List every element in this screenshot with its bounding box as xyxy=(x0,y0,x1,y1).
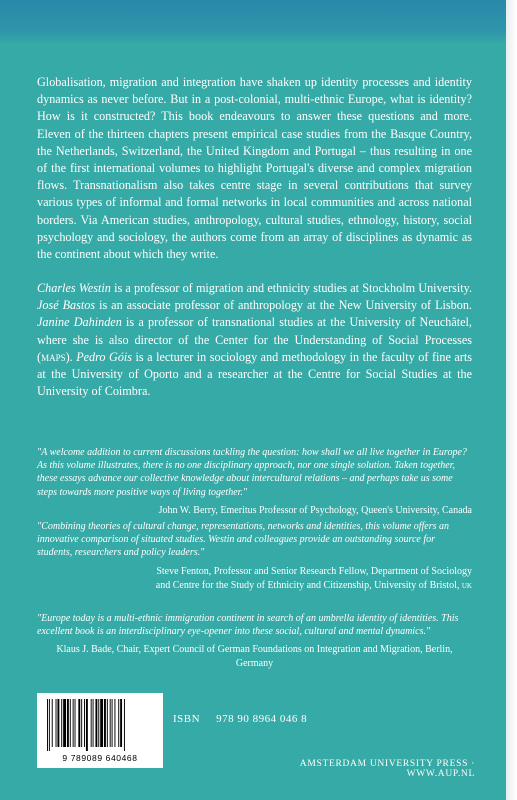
endorsement-berry xyxy=(37,446,472,518)
attribution-country: uk xyxy=(461,579,472,591)
barcode-bar xyxy=(56,699,57,747)
editor-text-dahinden-end: ). xyxy=(65,349,77,364)
page-edge xyxy=(506,0,517,800)
barcode-bar xyxy=(70,699,71,747)
endorsement-quote: "A welcome addition to current discussions tackling the question: how shall we all live together in Europe? As this volume illustrates, there is no one disciplinary approach, nor one single solution. Taken together, these essays advance our collective knowledge about intercultural relations – and perhaps take us some steps towards more positive ways of living together." xyxy=(37,447,467,498)
top-color-band xyxy=(0,0,506,44)
editor-name-westin: Charles Westin xyxy=(37,281,111,295)
isbn-number: 978 90 8964 046 8 xyxy=(216,713,308,725)
endorsement-attribution: Klaus J. Bade, Chair, Expert Council of German Foundations on Integration and Migration, Berlin, Germany xyxy=(56,644,453,670)
barcode-bars xyxy=(45,699,155,751)
barcode-bar xyxy=(86,699,88,751)
barcode-bar xyxy=(81,699,82,747)
barcode-bar xyxy=(114,699,115,747)
endorsement-quote: "Europe today is a multi-ethnic immigration continent in search of an umbrella identity of identities. This excellent book is an interdisciplinary eye-opener into these social, cultural and mental dynamics." xyxy=(37,613,459,638)
barcode-bar xyxy=(78,699,80,747)
publisher-imprint: AMSTERDAM UNIVERSITY PRESS · WWW.AUP.NL xyxy=(299,759,475,779)
attribution-line-1: Steve Fenton, Professor and Senior Research Fellow, Department of Sociology xyxy=(156,565,472,577)
barcode-bar xyxy=(84,699,85,747)
maps-abbreviation: maps xyxy=(41,349,66,364)
barcode-bar xyxy=(91,699,92,747)
barcode-bar xyxy=(67,699,69,747)
editor-name-bastos: José Bastos xyxy=(37,298,96,313)
barcode-bar xyxy=(73,699,74,747)
barcode-bar xyxy=(47,699,48,751)
barcode-bar xyxy=(52,699,53,747)
endorsement-fenton xyxy=(37,520,472,593)
barcode-bar xyxy=(124,699,125,751)
editor-name-dahinden: Janine Dahinden xyxy=(37,315,122,330)
barcode-bar xyxy=(120,699,122,747)
editor-name-gois: Pedro Góis xyxy=(76,349,133,364)
endorsement-quote: "Combining theories of cultural change, representations, networks and identities, this volume offers an innovative comparison of situated studies. Westin and colleagues provide an outstanding source for students, researchers and policy leaders." xyxy=(37,521,450,559)
barcode-bar xyxy=(75,699,76,747)
editors-bio xyxy=(37,280,472,400)
barcode-bar xyxy=(61,699,62,747)
barcode-bar xyxy=(93,699,94,747)
barcode-bar xyxy=(100,699,103,747)
barcode-bar xyxy=(95,699,97,747)
barcode-bar xyxy=(104,699,106,747)
endorsement-attribution: John W. Berry, Emeritus Professor of Psychology, Queen's University, Canada xyxy=(158,504,472,516)
editor-text-dahinden: is a professor of transnational studies at the University of Neuchâtel, where she is also director of the Center for the Understanding of Social Processes ( xyxy=(37,315,472,364)
barcode-bar xyxy=(63,699,66,747)
barcode-bar xyxy=(107,699,108,747)
editor-text-gois: is a lecturer in sociology and methodology in the faculty of fine arts at the University of Oporto and a researcher at the Centre for Social Studies at the University of Coimbra. xyxy=(37,349,472,399)
barcode-bar xyxy=(57,699,59,747)
editor-text-westin: is a professor of migration and ethnicity studies at Stockholm University. xyxy=(110,281,472,295)
book-blurb: Globalisation, migration and integration have shaken up identity processes and identity dynamics as never before. But in a post-colonial, multi-ethnic Europe, what is identity? How is it constructed? This book endeavours to answer these questions and more. Eleven of the thirteen chapters present empirical case studies from the Basque Country, the Netherlands, Switzerland, the United Kingdom and Portugal – thus resulting in one of the first international volumes to highlight Portugal's diverse and complex migration flows. Transnationalism also takes centre stage in several contributions that survey various types of informal and formal networks in local communities and across national borders. Via American studies, anthropology, cultural studies, ethnology, history, social psychology and sociology, the authors come from an array of disciplines as dynamic as the continent about which they write. xyxy=(37,75,472,262)
editor-text-bastos: is an associate professor of anthropology at the New University of Lisbon. xyxy=(95,298,472,313)
endorsement-bade xyxy=(37,612,472,671)
barcode-digits: 9 789089 640468 xyxy=(62,753,138,763)
barcode-bar xyxy=(110,699,111,747)
barcode-bar xyxy=(112,699,113,747)
isbn-label: ISBN xyxy=(173,713,201,725)
endorsement-attribution xyxy=(37,565,472,593)
isbn-line xyxy=(173,713,307,725)
barcode-bar xyxy=(118,699,119,747)
barcode-bar xyxy=(98,699,99,747)
isbn-barcode xyxy=(37,693,163,768)
barcode-bar xyxy=(49,699,50,751)
attribution-line-2: and Centre for the Study of Ethnicity and Citizenship, University of Bristol, xyxy=(155,579,462,591)
